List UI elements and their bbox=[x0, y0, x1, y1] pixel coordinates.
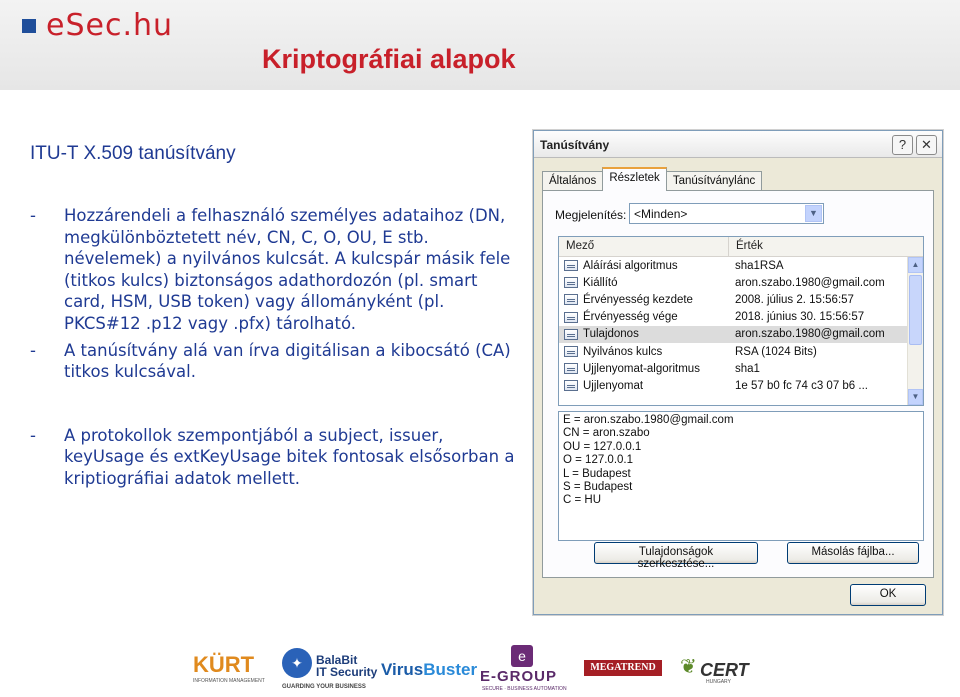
field-icon bbox=[564, 312, 578, 323]
scroll-thumb[interactable] bbox=[909, 275, 922, 345]
field-icon bbox=[564, 329, 578, 340]
tab-strip bbox=[542, 167, 761, 191]
field-name: Tulajdonos bbox=[583, 328, 639, 341]
bullet-dash: - bbox=[30, 206, 36, 225]
field-icon bbox=[564, 346, 578, 357]
logo-square-icon bbox=[22, 19, 36, 33]
detail-line: C = HU bbox=[563, 494, 602, 507]
cert-logo-sub: HUNGARY bbox=[706, 679, 731, 685]
keyword-extkeyusage: extKeyUsage bbox=[173, 447, 281, 467]
field-row[interactable] bbox=[559, 343, 923, 360]
field-value: sha1 bbox=[735, 362, 760, 375]
bullet-text-part: , bbox=[378, 425, 389, 445]
bullet-text: A tanúsítvány alá van írva digitálisan a kibocsátó (CA) titkos kulcsával. bbox=[64, 340, 511, 382]
tab-general[interactable]: Általános bbox=[542, 171, 603, 191]
field-value: RSA (1024 Bits) bbox=[735, 345, 817, 358]
bullet-dash: - bbox=[30, 425, 36, 445]
field-row-selected[interactable] bbox=[559, 326, 923, 343]
field-icon bbox=[564, 277, 578, 288]
show-label: Megjelenítés: bbox=[555, 208, 627, 222]
bullet-text bbox=[64, 425, 520, 490]
tab-certification-path[interactable]: Tanúsítványlánc bbox=[666, 171, 762, 191]
field-row[interactable] bbox=[559, 291, 923, 308]
bullet-text-part: és bbox=[144, 447, 174, 467]
detail-line: L = Budapest bbox=[563, 467, 631, 480]
balabit-logo bbox=[316, 654, 377, 678]
chevron-down-icon[interactable]: ▼ bbox=[805, 205, 822, 222]
detail-line: CN = aron.szabo bbox=[563, 427, 650, 440]
megatrend-logo: MEGATREND bbox=[584, 660, 662, 676]
field-value: 1e 57 b0 fc 74 c3 07 b6 ... bbox=[735, 379, 868, 392]
site-logo[interactable] bbox=[22, 8, 173, 43]
cert-leaf-icon: ❦ bbox=[680, 656, 697, 678]
egroup-logo: E-GROUP bbox=[480, 668, 558, 685]
field-row[interactable] bbox=[559, 274, 923, 291]
tab-details[interactable]: Részletek bbox=[602, 167, 667, 191]
scroll-up-icon[interactable]: ▲ bbox=[908, 257, 923, 273]
certificate-dialog bbox=[533, 130, 943, 615]
field-name: Kiállító bbox=[583, 276, 618, 289]
dialog-title: Tanúsítvány bbox=[540, 138, 610, 152]
field-name: Ujjlenyomat-algoritmus bbox=[583, 362, 700, 375]
virusbuster-part2: Buster bbox=[423, 660, 478, 679]
keyword-issuer: issuer bbox=[388, 425, 439, 445]
egroup-icon: e bbox=[511, 645, 533, 667]
bullet-text-part: A protokollok szempontjából a bbox=[64, 425, 319, 445]
show-dropdown-value: <Minden> bbox=[634, 207, 688, 221]
kurt-logo-text: KÜRT bbox=[193, 652, 255, 677]
balabit-logo-sub: GUARDING YOUR BUSINESS bbox=[282, 684, 366, 690]
ok-button[interactable]: OK bbox=[850, 584, 926, 606]
bullet-text: Hozzárendeli a felhasználó személyes adataihoz (DN, megkülönböztetett név, CN, C, O, OU, E stb. névelemek) a nyilvános kulcsát. A kulcspár másik fele (titkos kulcs) biztonságos adathordozón (pl. smart card, HSM, USB token) vagy állományként (pl. PKCS#12 .p12 vagy .pfx) tárolható. bbox=[64, 206, 511, 333]
header-band bbox=[0, 0, 960, 90]
dialog-titlebar[interactable] bbox=[534, 131, 942, 158]
bullet-list bbox=[30, 205, 520, 490]
column-field[interactable]: Mező bbox=[559, 237, 729, 256]
details-panel bbox=[542, 190, 934, 578]
vertical-scrollbar[interactable] bbox=[907, 257, 923, 405]
bullet-item bbox=[30, 340, 520, 383]
bullet-dash: - bbox=[30, 340, 36, 360]
kurt-logo bbox=[193, 652, 254, 678]
field-name: Aláírási algoritmus bbox=[583, 259, 678, 272]
fields-list[interactable] bbox=[558, 236, 924, 406]
detail-line: OU = 127.0.0.1 bbox=[563, 440, 642, 453]
kurt-logo-sub: INFORMATION MANAGEMENT bbox=[193, 678, 265, 684]
bullet-item bbox=[30, 425, 520, 490]
field-value: aron.szabo.1980@gmail.com bbox=[735, 328, 885, 341]
field-value: sha1RSA bbox=[735, 259, 784, 272]
virusbuster-logo bbox=[381, 660, 477, 680]
detail-line: S = Budapest bbox=[563, 481, 633, 494]
fields-header bbox=[559, 237, 923, 257]
field-icon bbox=[564, 363, 578, 374]
field-name: Érvényesség vége bbox=[583, 311, 678, 324]
field-row[interactable] bbox=[559, 377, 923, 394]
logo-text: eSec.hu bbox=[46, 8, 174, 43]
column-value[interactable]: Érték bbox=[736, 240, 763, 252]
detail-line: E = aron.szabo.1980@gmail.com bbox=[563, 414, 734, 426]
close-button[interactable]: ✕ bbox=[916, 135, 937, 155]
field-icon bbox=[564, 380, 578, 391]
balabit-name: BalaBit bbox=[316, 653, 358, 667]
detail-line: O = 127.0.0.1 bbox=[563, 454, 634, 467]
help-button[interactable]: ? bbox=[892, 135, 913, 155]
field-value: 2018. június 30. 15:56:57 bbox=[735, 311, 865, 324]
keyword-keyusage: keyUsage bbox=[64, 447, 145, 467]
field-name: Érvényesség kezdete bbox=[583, 293, 693, 306]
virusbuster-part1: Virus bbox=[381, 660, 424, 679]
bullet-text-part: bitek fontosak elsősorban a kriptiográfiai adatok mellett. bbox=[64, 447, 515, 488]
cert-logo: CERT bbox=[700, 660, 749, 680]
scroll-down-icon[interactable]: ▼ bbox=[908, 389, 923, 405]
field-detail-box[interactable] bbox=[558, 411, 924, 541]
bullet-item bbox=[30, 205, 520, 335]
field-value: aron.szabo.1980@gmail.com bbox=[735, 276, 885, 289]
keyword-subject: subject bbox=[318, 425, 379, 445]
field-row[interactable] bbox=[559, 309, 923, 326]
balabit-icon: ✦ bbox=[282, 648, 312, 678]
field-value: 2008. július 2. 15:56:57 bbox=[735, 293, 854, 306]
field-row[interactable] bbox=[559, 257, 923, 274]
field-name: Nyilvános kulcs bbox=[583, 345, 663, 358]
egroup-logo-sub: SECURE · BUSINESS AUTOMATION bbox=[482, 686, 567, 692]
field-row[interactable] bbox=[559, 360, 923, 377]
subtitle: ITU-T X.509 tanúsítvány bbox=[30, 143, 236, 164]
field-icon bbox=[564, 294, 578, 305]
bullet-text-part: , bbox=[438, 425, 444, 445]
show-dropdown[interactable] bbox=[629, 203, 824, 224]
field-name: Ujjlenyomat bbox=[583, 379, 644, 392]
edit-properties-button[interactable]: Tulajdonságok szerkesztése... bbox=[594, 542, 758, 564]
page-title: Kriptográfiai alapok bbox=[262, 44, 516, 74]
copy-to-file-button[interactable]: Másolás fájlba... bbox=[787, 542, 919, 564]
field-icon bbox=[564, 260, 578, 271]
balabit-line2: IT Security bbox=[316, 665, 378, 679]
